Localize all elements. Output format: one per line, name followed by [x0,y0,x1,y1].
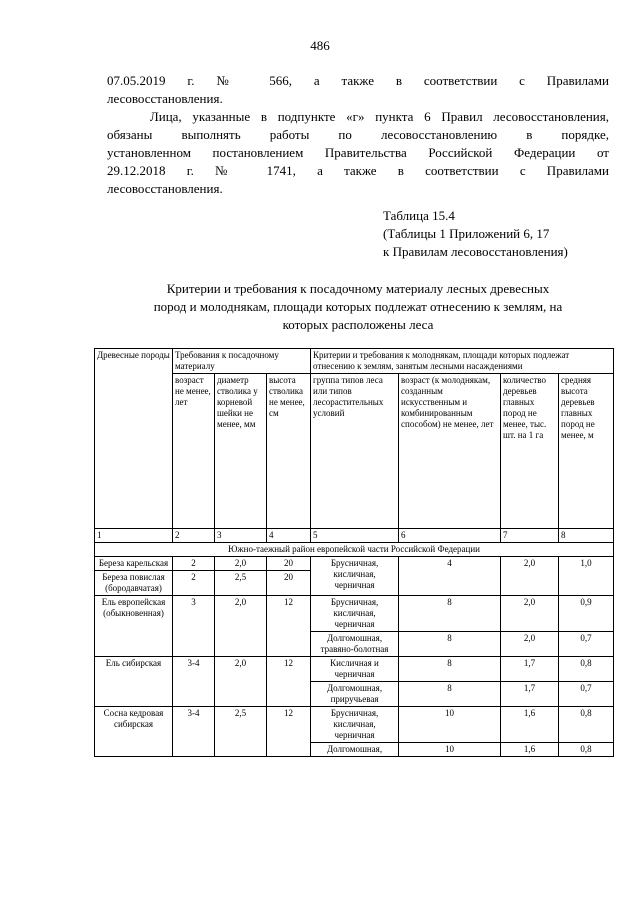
height-cell: 12 [267,596,311,657]
text-line: 07.05.2019 г. № 566, а также в соответствии с Правилами [107,73,609,88]
forest-type-cell: Брусничная, кисличная, черничная [311,557,399,596]
forest-type-cell: Брусничная, кисличная, черничная [311,707,399,743]
column-number: 2 [173,529,215,543]
mean-height-cell: 0,8 [559,707,614,743]
header-tree-count: количество деревьев главных пород не менее, тыс. шт. на 1 га [501,374,559,529]
table-row [95,707,614,743]
forest-type-cell: Долгомошная, приручьевая [311,682,399,707]
table-row [95,557,614,571]
header-diameter: диаметр стволика у корневой шейки не менее, мм [215,374,267,529]
criteria-table [94,348,614,757]
tree-count-cell: 1,7 [501,657,559,682]
mean-height-cell: 0,7 [559,632,614,657]
header-young-age: возраст (к молоднякам, созданным искусственным и комбинированным способом) не менее, лет [399,374,501,529]
height-cell: 12 [267,657,311,707]
text-line: лесовосстановления. [107,91,223,106]
header-species: Древесные породы [95,349,173,529]
species-cell: Береза повислая (бородавчатая) [95,571,173,596]
young-age-cell: 10 [399,707,501,743]
forest-type-cell: Долгомошная, [311,743,399,757]
paragraph-obligations [107,108,609,198]
young-age-cell: 8 [399,596,501,632]
column-number: 8 [559,529,614,543]
table-caption [107,280,609,334]
age-cell: 3 [173,596,215,657]
column-number: 7 [501,529,559,543]
height-cell: 20 [267,571,311,596]
diameter-cell: 2,0 [215,557,267,571]
mean-height-cell: 0,8 [559,657,614,682]
young-age-cell: 8 [399,682,501,707]
page-number: 486 [310,38,330,53]
mean-height-cell: 0,7 [559,682,614,707]
age-cell: 2 [173,557,215,571]
forest-type-cell: Брусничная, кисличная, черничная [311,596,399,632]
young-age-cell: 10 [399,743,501,757]
column-number: 6 [399,529,501,543]
table-number: Таблица 15.4 [383,208,455,223]
text-line: обязаны выполнять работы по лесовосстановлению в порядке, [107,127,609,142]
diameter-cell: 2,0 [215,657,267,707]
table-reference [383,207,568,261]
mean-height-cell: 1,0 [559,557,614,596]
text-line: Лица, указанные в подпункте «г» пункта 6 Правил лесовосстановления, [107,109,609,124]
table-source-rules: к Правилам лесовосстановления) [383,244,568,259]
young-age-cell: 4 [399,557,501,596]
forest-type-cell: Долгомошная, травяно-болотная [311,632,399,657]
table-row [95,657,614,682]
species-cell: Ель сибирская [95,657,173,707]
species-cell: Сосна кедровая сибирская [95,707,173,757]
region-row [95,543,614,557]
tree-count-cell: 2,0 [501,596,559,632]
diameter-cell: 2,5 [215,571,267,596]
age-cell: 3-4 [173,657,215,707]
column-number: 3 [215,529,267,543]
text-line: 29.12.2018 г. № 1741, а также в соответствии с Правилами [107,163,609,178]
header-planting-material: Требования к посадочному материалу [173,349,311,374]
header-forest-type: группа типов леса или типов лесорастительных условий [311,374,399,529]
tree-count-cell: 2,0 [501,632,559,657]
tree-count-cell: 1,6 [501,707,559,743]
mean-height-cell: 0,8 [559,743,614,757]
text-line: установленном постановлением Правительства Российской Федерации от [107,145,609,160]
height-cell: 20 [267,557,311,571]
column-number: 5 [311,529,399,543]
table-subheader-row [95,374,614,529]
header-age: возраст не менее, лет [173,374,215,529]
diameter-cell: 2,5 [215,707,267,757]
header-mean-height: средняя высота деревьев главных пород не менее, м [559,374,614,529]
age-cell: 2 [173,571,215,596]
caption-line: которых расположены леса [282,317,434,332]
region-title: Южно-таежный район европейской части Российской Федерации [95,543,614,557]
paragraph-continuation [107,72,609,108]
text-line: лесовосстановления. [107,181,223,196]
mean-height-cell: 0,9 [559,596,614,632]
header-young-stands: Критерии и требования к молоднякам, площади которых подлежат отнесению к землям, занятым лесными насаждениями [311,349,614,374]
column-number: 1 [95,529,173,543]
table-row [95,596,614,632]
header-height: высота стволика не менее, см [267,374,311,529]
young-age-cell: 8 [399,632,501,657]
caption-line: Критерии и требования к посадочному материалу лесных древесных [166,281,550,296]
tree-count-cell: 2,0 [501,557,559,596]
age-cell: 3-4 [173,707,215,757]
height-cell: 12 [267,707,311,757]
forest-type-cell: Кисличная и черничная [311,657,399,682]
table-source: (Таблицы 1 Приложений 6, 17 [383,226,550,241]
column-number-row [95,529,614,543]
column-number: 4 [267,529,311,543]
table-header-row [95,349,614,374]
tree-count-cell: 1,6 [501,743,559,757]
young-age-cell: 8 [399,657,501,682]
species-cell: Ель европейская (обыкновенная) [95,596,173,657]
species-cell: Береза карельская [95,557,173,571]
diameter-cell: 2,0 [215,596,267,657]
tree-count-cell: 1,7 [501,682,559,707]
caption-line: пород и молоднякам, площади которых подлежат отнесению к землям, на [153,299,563,314]
